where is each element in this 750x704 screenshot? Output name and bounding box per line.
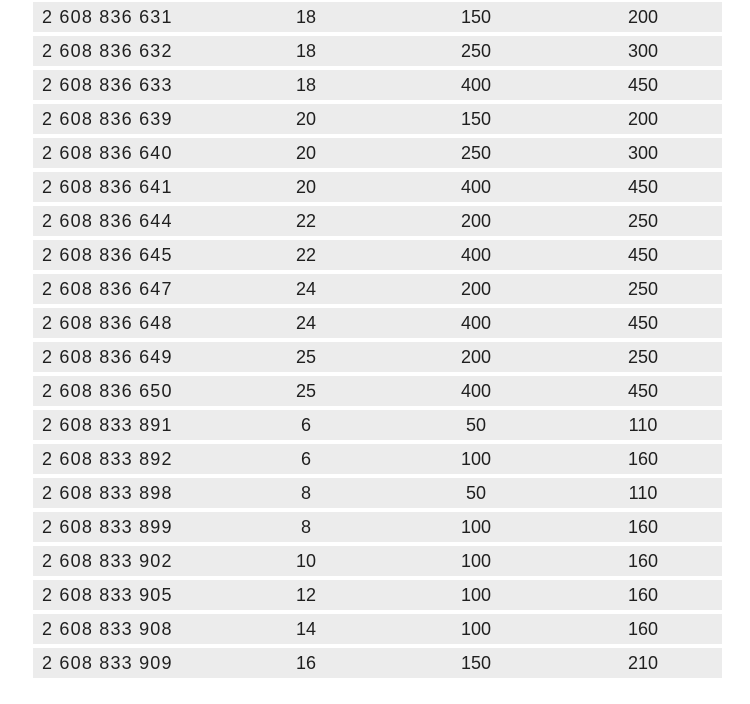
value-cell: 200 <box>460 279 492 299</box>
value-cell: 200 <box>460 211 492 231</box>
value-cell: 300 <box>627 41 659 61</box>
value-cell: 450 <box>627 245 659 265</box>
value-cell: 100 <box>460 551 492 571</box>
value-cell: 50 <box>465 415 487 435</box>
part-number-cell: 2 608 836 640 <box>42 143 173 163</box>
value-cell: 18 <box>295 7 317 27</box>
table-row <box>33 580 722 610</box>
part-number-cell: 2 608 836 633 <box>42 75 173 95</box>
part-number-cell: 2 608 836 649 <box>42 347 173 367</box>
value-cell: 150 <box>460 109 492 129</box>
value-cell: 450 <box>627 75 659 95</box>
table-row <box>33 274 722 304</box>
value-cell: 8 <box>300 517 311 537</box>
table-row <box>33 648 722 678</box>
value-cell: 18 <box>295 75 317 95</box>
value-cell: 160 <box>627 551 659 571</box>
value-cell: 10 <box>295 551 317 571</box>
value-cell: 110 <box>628 483 658 503</box>
value-cell: 450 <box>627 313 659 333</box>
value-cell: 400 <box>460 245 492 265</box>
value-cell: 160 <box>627 449 659 469</box>
table-row <box>33 614 722 644</box>
part-number-cell: 2 608 836 631 <box>42 7 173 27</box>
value-cell: 450 <box>627 381 659 401</box>
part-number-cell: 2 608 833 899 <box>42 517 173 537</box>
value-cell: 150 <box>460 7 492 27</box>
table-row <box>33 410 722 440</box>
value-cell: 25 <box>295 381 317 401</box>
table-row <box>33 70 722 100</box>
value-cell: 100 <box>460 619 492 639</box>
value-cell: 210 <box>627 653 659 673</box>
value-cell: 14 <box>295 619 317 639</box>
table-row <box>33 546 722 576</box>
value-cell: 18 <box>295 41 317 61</box>
value-cell: 250 <box>460 143 492 163</box>
value-cell: 25 <box>295 347 317 367</box>
part-number-cell: 2 608 836 639 <box>42 109 173 129</box>
table-row <box>33 512 722 542</box>
value-cell: 250 <box>627 279 659 299</box>
part-number-cell: 2 608 836 647 <box>42 279 173 299</box>
value-cell: 24 <box>295 279 317 299</box>
value-cell: 160 <box>627 517 659 537</box>
table-row <box>33 172 722 202</box>
table-row <box>33 138 722 168</box>
table-row <box>33 342 722 372</box>
value-cell: 160 <box>627 585 659 605</box>
value-cell: 400 <box>460 313 492 333</box>
value-cell: 200 <box>460 347 492 367</box>
part-number-cell: 2 608 836 641 <box>42 177 173 197</box>
value-cell: 250 <box>627 347 659 367</box>
value-cell: 160 <box>627 619 659 639</box>
table-row <box>33 2 722 32</box>
table-row <box>33 104 722 134</box>
value-cell: 20 <box>295 109 317 129</box>
value-cell: 250 <box>460 41 492 61</box>
value-cell: 6 <box>300 415 311 435</box>
table-row <box>33 240 722 270</box>
part-number-cell: 2 608 836 632 <box>42 41 173 61</box>
part-number-cell: 2 608 833 909 <box>42 653 173 673</box>
table-row <box>33 206 722 236</box>
value-cell: 12 <box>295 585 317 605</box>
table-row <box>33 308 722 338</box>
value-cell: 16 <box>295 653 317 673</box>
value-cell: 200 <box>627 109 659 129</box>
value-cell: 300 <box>627 143 659 163</box>
value-cell: 200 <box>627 7 659 27</box>
part-number-cell: 2 608 836 645 <box>42 245 173 265</box>
part-number-cell: 2 608 833 902 <box>42 551 173 571</box>
value-cell: 8 <box>300 483 311 503</box>
value-cell: 20 <box>295 143 317 163</box>
value-cell: 400 <box>460 177 492 197</box>
part-number-cell: 2 608 833 891 <box>42 415 173 435</box>
part-number-cell: 2 608 836 648 <box>42 313 173 333</box>
value-cell: 22 <box>295 245 317 265</box>
table-row <box>33 444 722 474</box>
value-cell: 50 <box>465 483 487 503</box>
table-row <box>33 36 722 66</box>
value-cell: 400 <box>460 381 492 401</box>
part-number-cell: 2 608 833 908 <box>42 619 173 639</box>
part-number-cell: 2 608 833 898 <box>42 483 173 503</box>
catalog-table <box>33 2 722 682</box>
part-number-cell: 2 608 836 650 <box>42 381 173 401</box>
value-cell: 150 <box>460 653 492 673</box>
value-cell: 450 <box>627 177 659 197</box>
value-cell: 20 <box>295 177 317 197</box>
value-cell: 100 <box>460 449 492 469</box>
value-cell: 250 <box>627 211 659 231</box>
part-number-cell: 2 608 833 905 <box>42 585 173 605</box>
value-cell: 400 <box>460 75 492 95</box>
table-row <box>33 478 722 508</box>
part-number-cell: 2 608 836 644 <box>42 211 173 231</box>
value-cell: 100 <box>460 517 492 537</box>
part-number-cell: 2 608 833 892 <box>42 449 173 469</box>
value-cell: 24 <box>295 313 317 333</box>
value-cell: 22 <box>295 211 317 231</box>
value-cell: 100 <box>460 585 492 605</box>
value-cell: 110 <box>628 415 658 435</box>
table-row <box>33 376 722 406</box>
value-cell: 6 <box>300 449 311 469</box>
